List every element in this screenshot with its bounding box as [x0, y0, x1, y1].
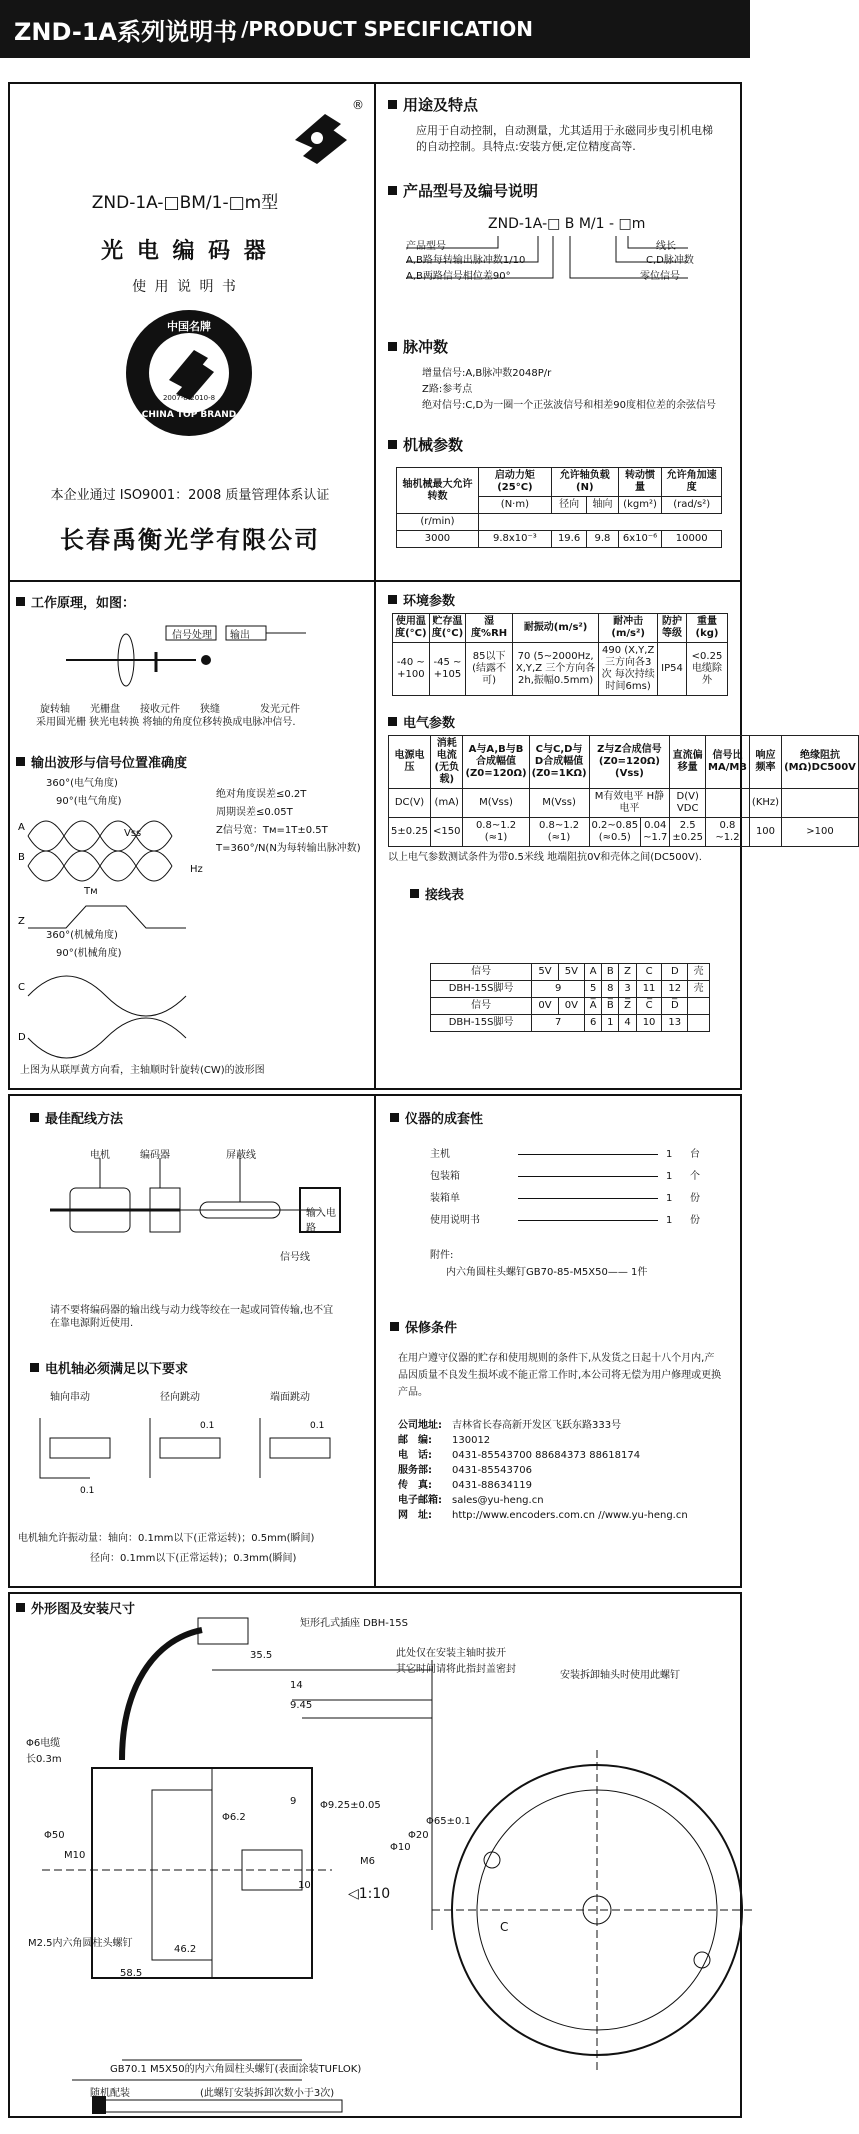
wiring-cell: 5 — [585, 981, 602, 998]
contact-row: 电子邮箱: sales@yu-heng.cn — [398, 1495, 544, 1506]
wiring-cell: 9 — [532, 981, 585, 998]
pulse-section — [388, 336, 733, 412]
elec-unit: M(Vss) — [463, 789, 529, 818]
svg-text:D: D — [18, 1032, 26, 1043]
elec-note: 以上电气参数测试条件为带0.5米线 地端阻抗0V和壳体之间(DC500V). — [388, 852, 702, 863]
wiring-method-label: 屏蔽线 — [226, 1150, 256, 1161]
pulse-line: 绝对信号:C,D为一圈一个正弦波信号和相差90度相位差的余弦信号 — [422, 400, 716, 411]
shaft-title: 电机轴必须满足以下要求 — [30, 1358, 188, 1377]
waveform-note: 绝对角度误差≤0.2T — [216, 789, 307, 800]
drawing-note: 此处仅在安装主轴时拔开 — [396, 1648, 506, 1659]
drawing-dim: 9.45 — [290, 1700, 313, 1711]
principle-label: 接收元件 — [140, 704, 180, 715]
principle-label: 光栅盘 — [90, 704, 120, 715]
drawing-dim: Φ9.25±0.05 — [320, 1800, 381, 1811]
wiring-cell: B̅ — [602, 998, 619, 1015]
kit-item: 使用说明书 1 份 — [430, 1214, 700, 1226]
model-desc-title: 产品型号及编号说明 — [388, 180, 733, 201]
waveform-note: T=360°/N(N为每转输出脉冲数) — [216, 843, 361, 854]
model-label-right: C,D脉冲数 — [646, 255, 694, 266]
wiring-cell: D̅ — [662, 998, 688, 1015]
wiring-cell: 3 — [619, 981, 636, 998]
wiring-cell: Z — [619, 964, 636, 981]
wiring-cell: 0V — [558, 998, 584, 1015]
principle-label: 旋转轴 — [40, 704, 70, 715]
elec-unit: M(Vss) — [529, 789, 589, 818]
waveform-label: 90°(机械角度) — [56, 948, 122, 959]
kit-attach: 内六角圆柱头螺钉GB70-85-M5X50—— 1件 — [446, 1267, 648, 1278]
wiring-method-text: 请不要将编码器的输出线与动力线等绞在一起或同管传输,也不宜在靠电源附近使用. — [50, 1305, 334, 1329]
wiring-method-label: 信号线 — [280, 1252, 310, 1263]
wiring-cell: 6 — [585, 1015, 602, 1032]
registered-mark: ® — [352, 98, 364, 112]
elec-value: 2.5 ±0.25 — [670, 818, 706, 847]
wiring-cell: 12 — [662, 981, 688, 998]
mech-value: 6x10⁻⁶ — [618, 531, 662, 548]
elec-section — [388, 712, 856, 864]
elec-unit — [706, 789, 750, 818]
elec-header: A与A,B与B合成幅值(Z0=120Ω) — [463, 736, 529, 789]
badge-bottom-text: CHINA TOP BRAND — [141, 410, 237, 420]
drawing-dim: Φ65±0.1 — [426, 1816, 471, 1827]
elec-unit: (mA) — [431, 789, 463, 818]
svg-text:0.1: 0.1 — [80, 1486, 95, 1496]
usage-text: 应用于自动控制，自动测量，尤其适用于永磁同步曳引机电梯的自动控制。具特点:安装方便,定位精度高等. — [416, 124, 713, 153]
wiring-method-label: 电机 — [90, 1150, 110, 1161]
kit-title: 仪器的成套性 — [390, 1108, 735, 1127]
waveform-label: 360°(电气角度) — [46, 778, 118, 789]
drawing-cable: Φ6电缆 — [26, 1738, 61, 1749]
wiring-cell: 4 — [619, 1015, 636, 1032]
mech-value: 9.8x10⁻³ — [478, 531, 551, 548]
principle-label: 信号处理 — [172, 630, 212, 641]
principle-caption: 采用圆光栅 狭光电转换 将轴的角度位移转换成电脉冲信号. — [36, 717, 296, 728]
mech-header: 允许轴负载(N) — [551, 468, 618, 497]
kit-item: 包装箱 1 个 — [430, 1170, 700, 1182]
elec-unit: DC(V) — [389, 789, 431, 818]
elec-header: 电源电压 — [389, 736, 431, 789]
drawing-socket: 矩形孔式插座 DBH-15S — [300, 1618, 408, 1629]
wiring-cell: 5V — [558, 964, 584, 981]
divider — [374, 1094, 376, 1588]
mech-header: 允许角加速度 — [662, 468, 722, 497]
elec-unit: D(V) VDC — [670, 789, 706, 818]
contact-row: 邮 编: 130012 — [398, 1435, 491, 1446]
wiring-cell: B — [602, 964, 619, 981]
wiring-cell: A — [585, 964, 602, 981]
mech-section — [388, 434, 733, 548]
usage-title: 用途及特点 — [388, 94, 733, 115]
elec-header: 信号比MA/MB — [706, 736, 750, 789]
drawing-bolt-note: (此螺钉安装拆卸次数小于3次) — [200, 2088, 335, 2099]
kit-attach-label: 附件: — [430, 1250, 454, 1261]
drawing-bolt-note: 随机配装 — [90, 2088, 130, 2099]
principle-section — [16, 592, 366, 732]
svg-text:Z: Z — [18, 916, 25, 927]
elec-header: C与C,D与D合成幅值(Z0=1KΩ) — [529, 736, 589, 789]
usage-section — [388, 94, 733, 155]
warranty-title: 保修条件 — [390, 1317, 735, 1336]
wiring-method-label: 编码器 — [140, 1150, 170, 1161]
pulse-line: Z路:参考点 — [422, 384, 473, 395]
mech-title: 机械参数 — [388, 434, 733, 455]
mech-value: 9.8 — [587, 531, 618, 548]
header-title-en: /PRODUCT SPECIFICATION — [241, 17, 533, 41]
mech-table — [396, 467, 722, 548]
waveform-note: 周期误差≤0.05T — [216, 807, 293, 818]
wiring-cell: 0V — [532, 998, 558, 1015]
contact-row: 传 真: 0431-88634119 — [398, 1480, 532, 1491]
env-value: IP54 — [658, 643, 687, 696]
waveform-diagram — [16, 806, 216, 1056]
drawing-dim: ◁1:10 — [348, 1886, 391, 1902]
mech-unit: 径向 — [551, 497, 586, 514]
svg-text:0.1: 0.1 — [310, 1421, 325, 1431]
elec-table — [388, 735, 859, 847]
mech-value: 19.6 — [551, 531, 586, 548]
pulse-line: 增量信号:A,B脉冲数2048P/r — [422, 368, 552, 379]
env-value: 85以下(结露不可) — [466, 643, 513, 696]
waveform-title: 输出波形与信号位置准确度 — [16, 752, 366, 771]
mech-unit: (N·m) — [478, 497, 551, 514]
principle-label: 输出 — [230, 630, 250, 641]
env-header: 贮存温度(°C) — [429, 614, 466, 643]
wiring-cell: C̅ — [636, 998, 662, 1015]
elec-value: 5±0.25 — [389, 818, 431, 847]
shaft-label: 径向跳动 — [160, 1392, 200, 1403]
contact-row: 服务部: 0431-85543706 — [398, 1465, 532, 1476]
elec-header: 消耗电流(无负载) — [431, 736, 463, 789]
drawing-dim: 35.5 — [250, 1650, 273, 1661]
wiring-cell: 10 — [636, 1015, 662, 1032]
warranty-text: 在用户遵守仪器的贮存和使用规则的条件下,从发货之日起十八个月内,产品因质量不良发生损坏或不能正常工作时,本公司将无偿为用户修理或更换产品。 — [398, 1353, 722, 1398]
model-label-left: A,B路每转输出脉冲数1/10 — [406, 255, 526, 266]
principle-title: 工作原理，如图： — [16, 592, 366, 611]
waveform-label: 360°(机械角度) — [46, 930, 118, 941]
shaft-label: 端面跳动 — [270, 1392, 310, 1403]
kit-section — [390, 1108, 735, 1524]
cover-panel — [20, 92, 365, 567]
drawing-screw-label: M2.5内六角圆柱头螺钉 — [28, 1938, 133, 1949]
wiring-table — [430, 963, 710, 1032]
contact-row: 电 话: 0431-85543700 88684373 88618174 — [398, 1450, 641, 1461]
wiring-cell: C — [636, 964, 662, 981]
principle-label: 发光元件 — [260, 704, 300, 715]
header-title-cn: ZND-1A系列说明书 — [14, 17, 238, 46]
wiring-cell: DBH-15S脚号 — [431, 1015, 532, 1032]
elec-unit: M有效电平 H静电平 — [589, 789, 670, 818]
divider — [374, 82, 376, 1090]
wiring-cell — [688, 998, 710, 1015]
iso-certification: 本企业通过 ISO9001：2008 质量管理体系认证 — [50, 488, 330, 503]
shaft-diagram — [30, 1408, 350, 1498]
env-header: 湿度%RH — [466, 614, 513, 643]
model-label-left: 产品型号 — [406, 241, 446, 252]
env-value: 490 (X,Y,Z三方向各3次 每次持续时间6ms) — [599, 643, 658, 696]
elec-value: 0.8 ~1.2 — [706, 818, 750, 847]
kit-list — [430, 1143, 700, 1231]
mech-unit: (kgm²) — [618, 497, 662, 514]
mech-unit: (r/min) — [397, 514, 479, 531]
elec-value: 100 — [749, 818, 781, 847]
wiring-cell: 壳 — [688, 964, 710, 981]
drawing-dim: Φ50 — [44, 1830, 65, 1841]
drawing-dim: 10 — [298, 1880, 311, 1891]
contact-row: 公司地址: 吉林省长春高新开发区飞跃东路333号 — [398, 1420, 622, 1431]
waveform-label: Tм — [84, 886, 98, 897]
elec-unit — [782, 789, 859, 818]
svg-text:0.1: 0.1 — [200, 1421, 215, 1431]
env-value: <0.25 电缆除外 — [686, 643, 727, 696]
mech-header: 轴机械最大允许转数 — [397, 468, 479, 514]
waveform-label: Vss — [124, 828, 142, 839]
drawing-note: 安装拆卸轴头时使用此螺钉 — [560, 1670, 680, 1681]
elec-value: 0.8~1.2 (≈1) — [463, 818, 529, 847]
wiring-cell: Z̅ — [619, 998, 636, 1015]
wiring-cell: 壳 — [688, 981, 710, 998]
mech-header: 转动惯量 — [618, 468, 662, 497]
mech-unit: 轴向 — [587, 497, 618, 514]
env-value: -45 ~ +105 — [429, 643, 466, 696]
drawing-dim: M10 — [64, 1850, 86, 1861]
elec-header: 绝缘阻抗(MΩ)DC500V — [782, 736, 859, 789]
wiring-cell: 信号 — [431, 964, 532, 981]
cover-subtitle: 使 用 说 明 书 — [132, 279, 238, 295]
company-name: 长春禹衡光学有限公司 — [60, 526, 320, 554]
mech-value: 3000 — [397, 531, 479, 548]
badge-code: 2007-8-2010-8 — [162, 394, 216, 402]
kit-item: 主机 1 台 — [430, 1148, 700, 1160]
pulse-title: 脉冲数 — [388, 336, 733, 357]
elec-title: 电气参数 — [388, 712, 733, 731]
drawing-dim: Φ6.2 — [222, 1812, 246, 1823]
mech-value: 10000 — [662, 531, 722, 548]
env-title: 环境参数 — [388, 590, 733, 609]
svg-text:A: A — [18, 822, 25, 833]
elec-header: Z与Z合成信号(Z0=120Ω)(Vss) — [589, 736, 670, 789]
model-label-left: A,B两路信号相位差90° — [406, 271, 511, 282]
drawing-dim: 58.5 — [120, 1968, 143, 1979]
env-header: 防护等级 — [658, 614, 687, 643]
wiring-method-section — [18, 1108, 360, 1578]
elec-value: >100 — [782, 818, 859, 847]
contact-block — [398, 1419, 735, 1524]
wiring-cell: 信号 — [431, 998, 532, 1015]
wiring-section — [388, 884, 733, 1032]
env-header: 使用温度(°C) — [393, 614, 430, 643]
elec-header: 响应频率 — [749, 736, 781, 789]
waveform-section — [16, 752, 366, 1082]
elec-value: 0.04 ~1.7 — [641, 818, 670, 847]
model-label-right: 零位信号 — [640, 271, 680, 282]
wiring-title: 接线表 — [410, 884, 733, 903]
env-value: 70 (5~2000Hz, X,Y,Z 三个方向各2h,振幅0.5mm) — [512, 643, 598, 696]
company-logo — [285, 100, 355, 170]
header-banner — [0, 0, 750, 58]
drawing-note: 其它时间请将此指封盖密封 — [396, 1664, 516, 1675]
wiring-method-title: 最佳配线方法 — [30, 1108, 360, 1127]
wiring-cell: 5V — [532, 964, 558, 981]
elec-value: 0.2~0.85 (≈0.5) — [589, 818, 641, 847]
drawing-bolt: GB70.1 M5X50的内六角圆柱头螺钉(表面涂装TUFLOK) — [110, 2064, 362, 2075]
wiring-cell: 7 — [532, 1015, 585, 1032]
waveform-footer: 上图为从联厚黄方向看，主轴顺时针旋转(CW)的波形图 — [20, 1065, 265, 1076]
waveform-note: Z信号宽：Tм=1T±0.5T — [216, 825, 328, 836]
drawing-title: 外形图及安装尺寸 — [16, 1598, 135, 1617]
cover-model: ZND-1A-□BM/1-□m型 — [91, 193, 279, 213]
env-section — [388, 590, 733, 696]
drawing-dim: Φ20 — [408, 1830, 429, 1841]
drawing-dim: 14 — [290, 1680, 303, 1691]
waveform-label: 90°(电气角度) — [56, 796, 122, 807]
contact-row: 网 址: http://www.encoders.com.cn //www.yu-heng.cn — [398, 1510, 688, 1521]
model-code: ZND-1A-□ B M/1 - □m — [488, 216, 646, 232]
model-label-right: 线长 — [656, 241, 676, 252]
drawing-dim: 9 — [290, 1796, 297, 1807]
elec-header: 直流偏移量 — [670, 736, 706, 789]
cover-product-name: 光 电 编 码 器 — [101, 239, 269, 264]
model-desc-section — [388, 180, 733, 330]
wiring-cell: 1 — [602, 1015, 619, 1032]
drawing-dim: M6 — [360, 1856, 375, 1867]
mech-header: 启动力矩(25°C) — [478, 468, 551, 497]
waveform-label: Hz — [190, 864, 203, 875]
wiring-method-label: 输入电路 — [306, 1208, 336, 1234]
env-value: -40 ~ +100 — [393, 643, 430, 696]
elec-value: <150 — [431, 818, 463, 847]
drawing-dim: 46.2 — [174, 1944, 197, 1955]
principle-label: 狭缝 — [200, 704, 220, 715]
mech-unit: (rad/s²) — [662, 497, 722, 514]
drawing-c-label: C — [500, 1920, 509, 1934]
wiring-cell: 11 — [636, 981, 662, 998]
env-header: 重量(kg) — [686, 614, 727, 643]
divider — [8, 580, 742, 582]
env-table — [392, 613, 728, 696]
elec-value: 0.8~1.2 (≈1) — [529, 818, 589, 847]
wiring-cell — [688, 1015, 710, 1032]
shaft-label: 轴向串动 — [50, 1392, 90, 1403]
wiring-cell: A̅ — [585, 998, 602, 1015]
wiring-cell: 8 — [602, 981, 619, 998]
badge-top-text: 中国名牌 — [167, 320, 211, 333]
wiring-cell: 13 — [662, 1015, 688, 1032]
env-header: 耐冲击(m/s²) — [599, 614, 658, 643]
wiring-cell: DBH-15S脚号 — [431, 981, 532, 998]
shaft-note: 径向：0.1mm以下(正常运转)；0.3mm(瞬间) — [90, 1553, 297, 1564]
drawing-dim: Φ10 — [390, 1842, 411, 1853]
kit-item: 装箱单 1 份 — [430, 1192, 700, 1204]
elec-unit: (KHz) — [749, 789, 781, 818]
shaft-note: 电机轴允许振动量：轴向：0.1mm以下(正常运转)；0.5mm(瞬间) — [18, 1533, 315, 1544]
svg-text:B: B — [18, 852, 25, 863]
svg-text:C: C — [18, 982, 25, 993]
env-header: 耐振动(m/s²) — [512, 614, 598, 643]
drawing-cable-len: 长0.3m — [26, 1754, 62, 1765]
wiring-cell: D — [662, 964, 688, 981]
